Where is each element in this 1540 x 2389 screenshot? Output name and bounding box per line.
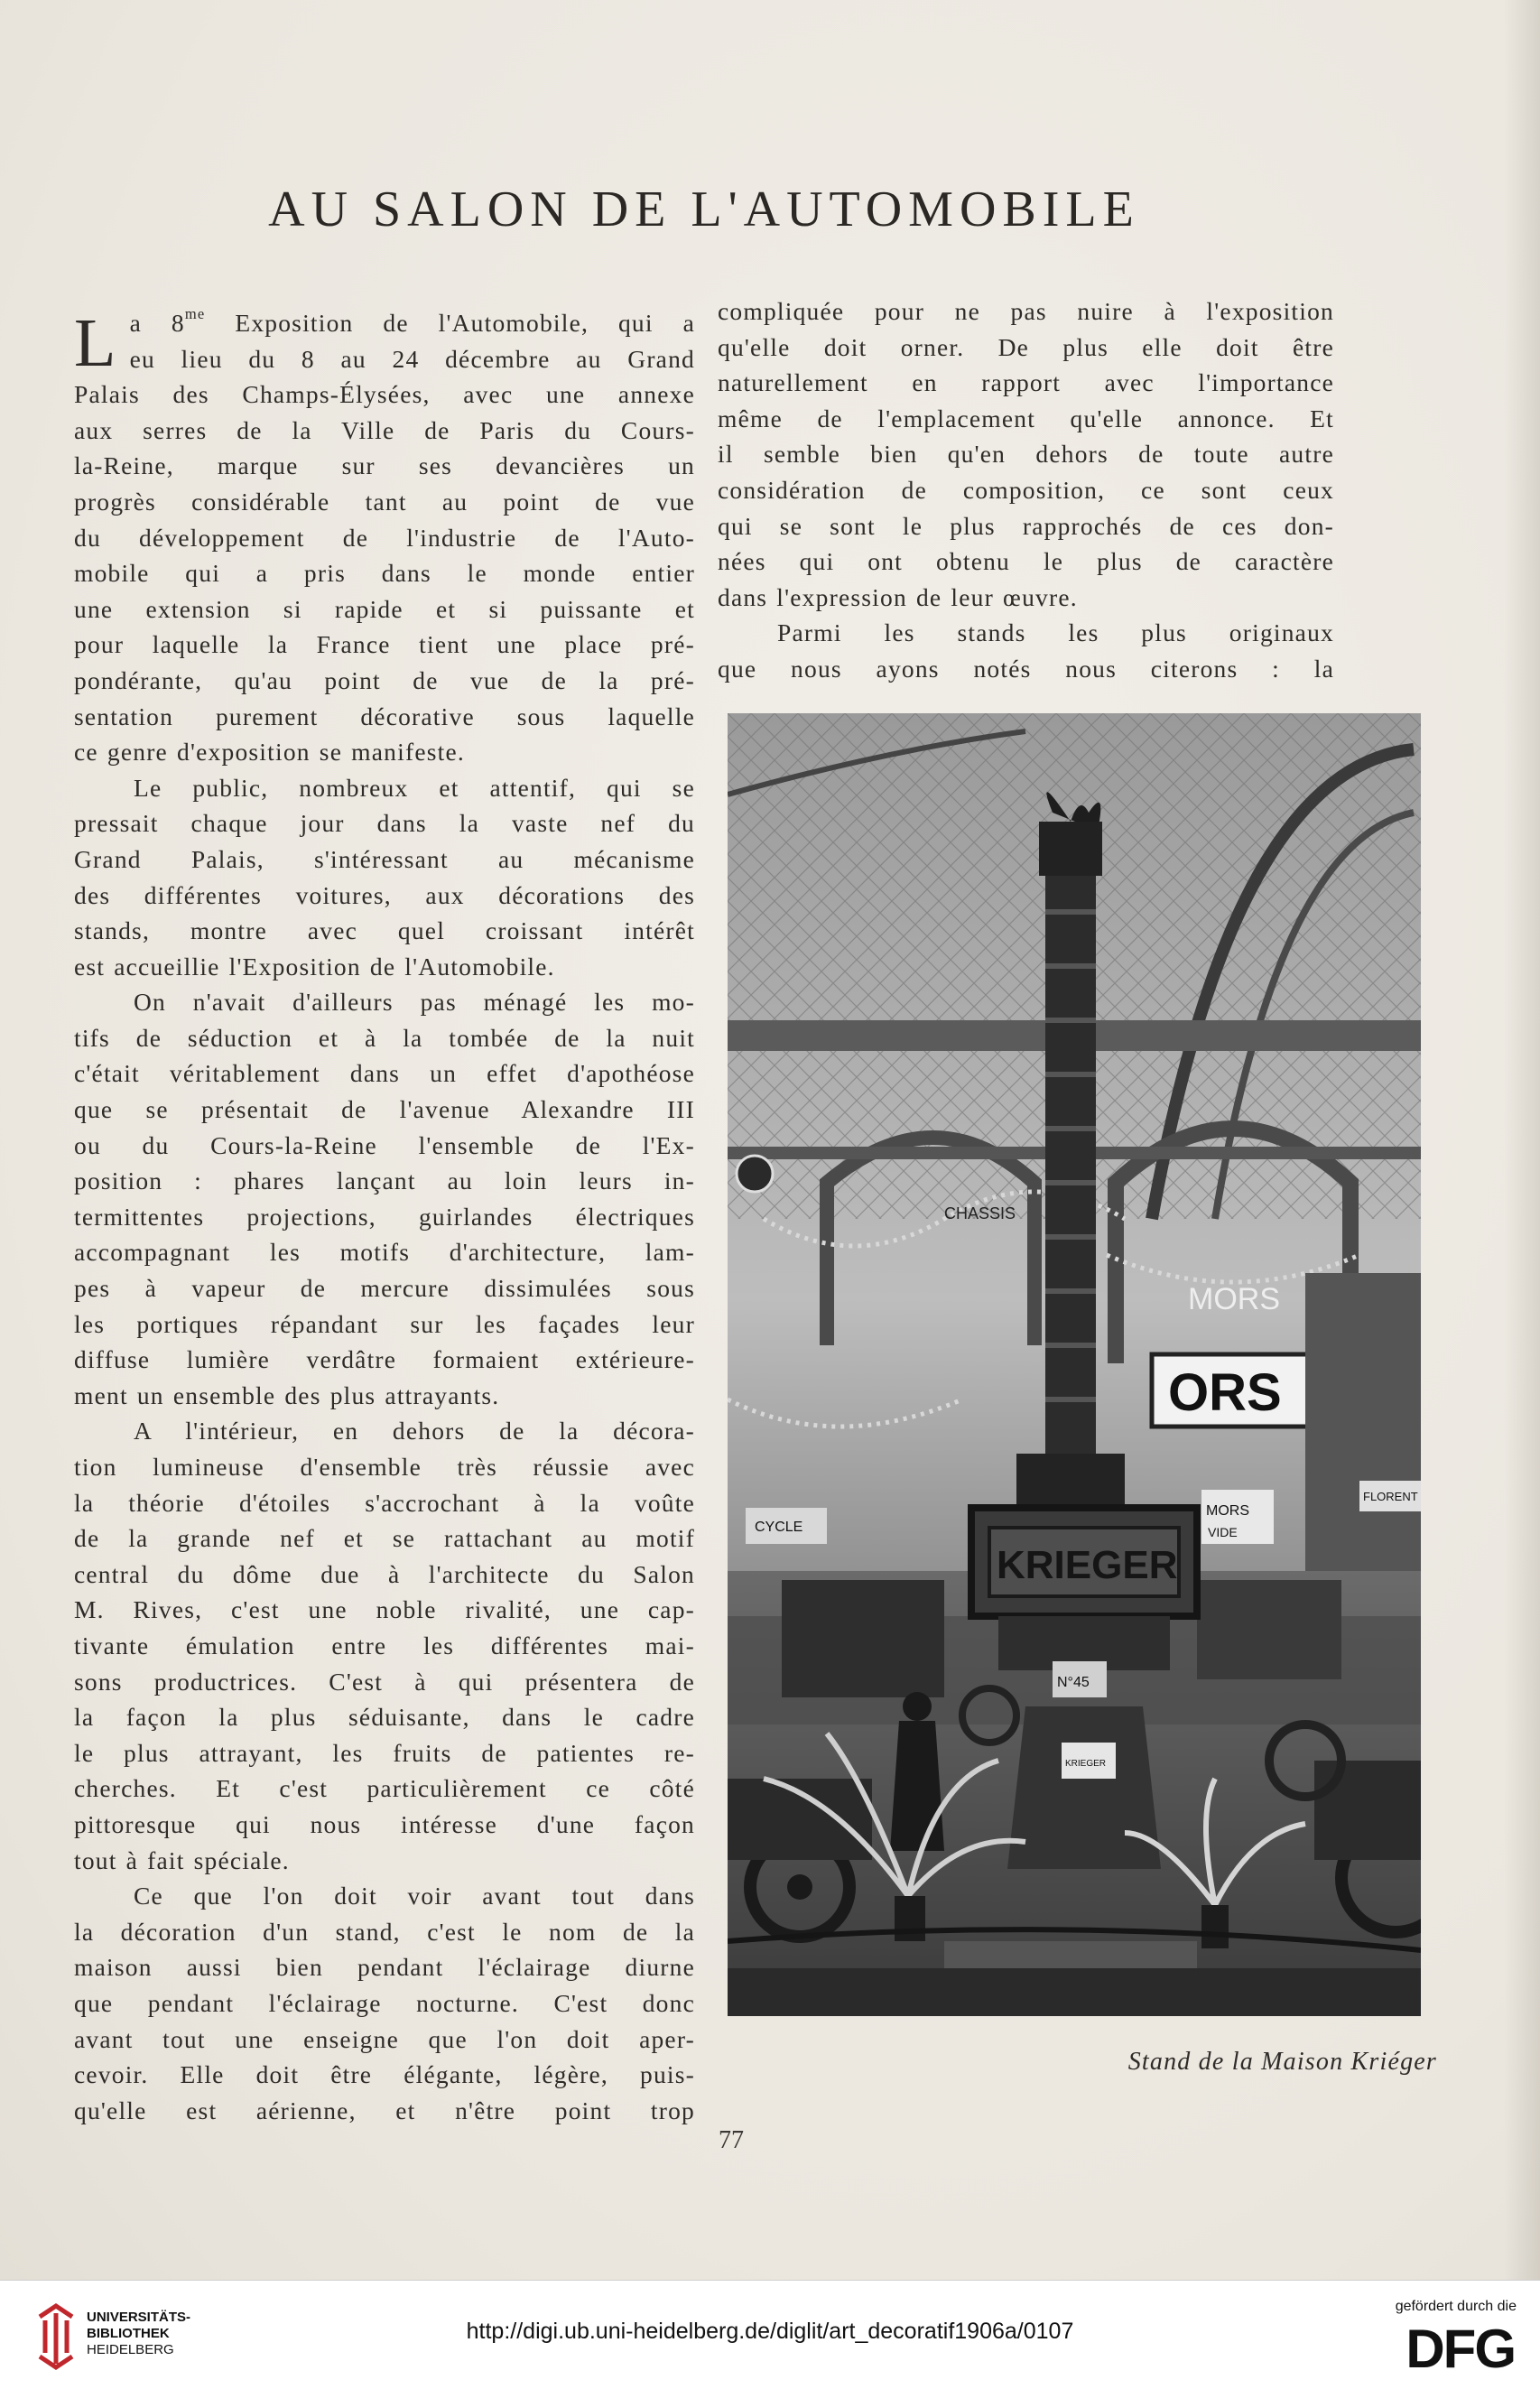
text-line: Grand Palais, s'intéressant au mécanisme [74,844,695,873]
sign-plaque: KRIEGER [1065,1759,1107,1769]
text-line: compliquée pour ne pas nuire à l'exposition [718,297,1334,325]
text-line: maison aussi bien pendant l'éclairage diurne [74,1953,695,1982]
text-line: c'était véritablement dans un effet d'apothéose [74,1059,695,1088]
sign-cycle: CYCLE [755,1520,803,1535]
stand-photograph [728,713,1421,2016]
text-line: sentation purement décorative sous laquelle [74,702,695,730]
text-line: pour laquelle la France tient une place pré- [74,630,695,659]
text-line: la théorie d'étoiles s'accrochant à la voûte [74,1488,695,1517]
sign-mors-banner: ORS [1168,1363,1282,1422]
text-line: Palais des Champs-Élysées, avec une annexe [74,380,695,409]
text-line: mobile qui a pris dans le monde entier [74,559,695,588]
text-line: On n'avait d'ailleurs pas ménagé les mo- [134,988,695,1017]
text-line: cevoir. Elle doit être élégante, légère, puis- [74,2060,695,2089]
text-line: A l'intérieur, en dehors de la décora- [134,1417,695,1445]
text-line: tout à fait spéciale. [74,1845,290,1874]
text-line: que nous ayons notés nous citerons : la [718,654,1334,683]
text-line: Le public, nombreux et attentif, qui se [134,773,695,802]
library-name: UNIVERSITÄTS- BIBLIOTHEK HEIDELBERG [87,2310,191,2357]
page-number: 77 [719,2126,744,2154]
text-line: il semble bien qu'en dehors de toute autre [718,440,1334,469]
text-line: central du dôme due à l'architecte du Salon [74,1559,695,1588]
text-line: pondérante, qu'au point de vue de la pré- [74,665,695,694]
text-line: position : phares lançant au loin leurs in- [74,1167,695,1195]
text-line: Parmi les stands les plus originaux [777,618,1334,647]
drop-cap: L [74,305,117,381]
text-line: de la grande nef et se rattachant au motif [74,1524,695,1553]
text-line: M. Rives, c'est une noble rivalité, une cap- [74,1595,695,1624]
sign-krieger: KRIEGER [997,1543,1178,1587]
text-line: qui se sont le plus rapprochés de ces don- [718,511,1334,540]
sign-stand-number: N°45 [1057,1675,1090,1690]
text-line: des différentes voitures, aux décorations des [74,880,695,909]
text-line: pressait chaque jour dans la vaste nef du [74,809,695,838]
text-line: cherches. Et c'est particulièrement ce côté [74,1774,695,1803]
text-line: même de l'emplacement qu'elle annonce. Et [718,404,1334,432]
text-line: progrès considérable tant au point de vue [74,487,695,516]
text-line: stands, montre avec quel croissant intérêt [74,916,695,945]
text-line: ce genre d'exposition se manifeste. [74,738,465,767]
dfg-logo: DFG [1405,2319,1515,2379]
text-line: qu'elle doit orner. De plus elle doit être [718,332,1334,361]
sign-florent: FLORENT [1363,1490,1418,1503]
source-url-link[interactable]: http://digi.ub.uni-heidelberg.de/diglit/art_decoratif1906a/0107 [466,2319,1074,2344]
text-line: considération de composition, ce sont ceux [718,475,1334,504]
left-text-column [74,305,695,2128]
text-line: le plus attrayant, les fruits de patientes re- [74,1738,695,1767]
text-line: accompagnant les motifs d'architecture, lam- [74,1238,695,1267]
text-line: la-Reine, marque sur ses devancières un [74,451,695,480]
text-line: ou du Cours-la-Reine l'ensemble de l'Ex- [74,1130,695,1159]
text-line: tivante émulation entre les différentes mai- [74,1631,695,1659]
text-line: la décoration d'un stand, c'est le nom de la [74,1917,695,1946]
text-line: tifs de séduction et à la tombée de la nuit [74,1023,695,1052]
right-text-column [718,293,1334,687]
text-line: sons productrices. C'est à qui présentera de [74,1667,695,1696]
text-line: eu lieu du 8 au 24 décembre au Grand [129,344,695,373]
text-line: dans l'expression de leur œuvre. [718,582,1078,611]
text-line: aux serres de la Ville de Paris du Cours- [74,415,695,444]
article-title: AU SALON DE L'AUTOMOBILE [268,181,1140,237]
text-line: diffuse lumière verdâtre formaient extérieure- [74,1345,695,1374]
text-line: nées qui ont obtenu le plus de caractère [718,547,1334,576]
text-line: est accueillie l'Exposition de l'Automobile. [74,952,555,981]
text-line: ment un ensemble des plus attrayants. [74,1380,500,1409]
funder-label: gefördert durch die [1395,2299,1517,2314]
sign-vide: VIDE [1208,1525,1238,1539]
sign-chassis: CHASSIS [944,1204,1016,1222]
text-line: les portiques répandant sur les façades leur [74,1309,695,1338]
sign-mors-top: MORS [1188,1282,1280,1316]
text-line: qu'elle est aérienne, et n'être point trop [74,2096,695,2124]
text-line: naturellement en rapport avec l'importance [718,368,1334,397]
text-line: que pendant l'éclairage nocturne. C'est donc [74,1988,695,2017]
text-line: une extension si rapide et si puissante et [74,594,695,623]
text-line: que se présentait de l'avenue Alexandre III [74,1095,695,1124]
text-line: a $8^{me}$ Exposition de l'Automobile, qui a [129,305,695,337]
photo-caption: Stand de la Maison Kriéger [1127,2048,1437,2076]
text-line: la façon la plus séduisante, dans le cadre [74,1703,695,1732]
text-line: avant tout une enseigne que l'on doit aper- [74,2024,695,2053]
text-line: termittentes projections, guirlandes électriques [74,1202,695,1231]
text-line: Ce que l'on doit voir avant tout dans [134,1882,695,1910]
text-line: pittoresque qui nous intéresse d'une façon [74,1809,695,1838]
text-line: tion lumineuse d'ensemble très réussie avec [74,1453,695,1481]
digitization-footer [0,2280,1540,2389]
sign-mors-right: MORS [1206,1503,1249,1519]
text-line: pes à vapeur de mercure dissimulées sous [74,1274,695,1303]
text-line: du développement de l'industrie de l'Auto- [74,523,695,552]
